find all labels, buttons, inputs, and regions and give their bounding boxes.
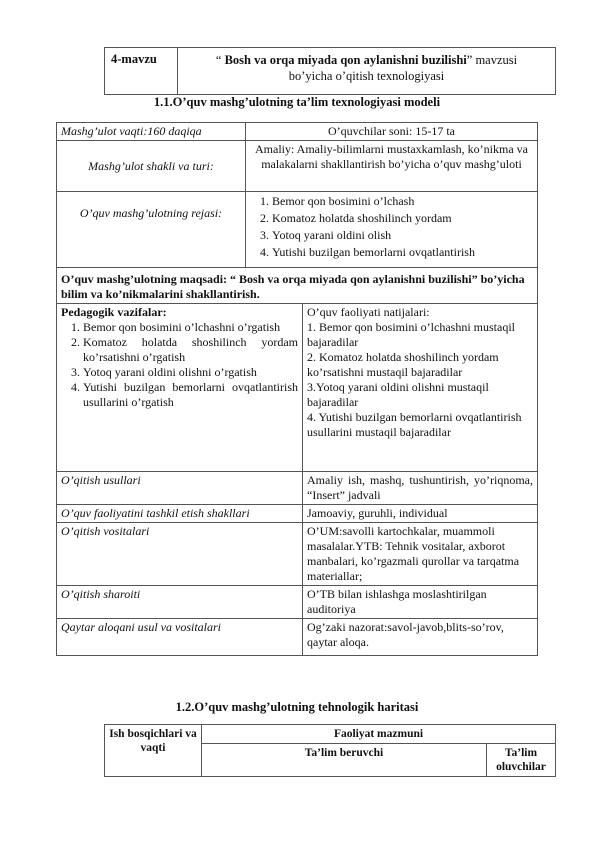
topic-number: 4-mavzu	[105, 48, 178, 95]
result-item: 1. Bemor qon bosimini o’lchashni mustaqil bajaradilar	[307, 320, 515, 349]
result-item: 4. Yutishi buzilgan bemorlarni ovqatlantirish usullarini mustaqil bajaradilar	[307, 410, 522, 439]
goal-cell	[57, 268, 538, 304]
tasks-list	[61, 320, 298, 410]
task-item: 3. Yotoq yarani oldini olishni o’rgatish	[83, 365, 298, 380]
goal-prefix: O’quv mashg’ulotning maqsadi: “	[61, 272, 240, 286]
topic-title-quote: “	[215, 53, 225, 67]
time-cell: Mashg’ulot vaqti:160 daqiqa	[57, 123, 246, 141]
tasks-heading: Pedagogik vazifalar:	[61, 305, 167, 319]
topic-table	[104, 47, 556, 95]
map-table	[104, 724, 556, 777]
task-item: 4. Yutishi buzilgan bemorlarni ovqatlantirish usullarini o’rgatish	[83, 380, 298, 410]
tools-value: O’UM:savolli kartochkalar, muammoli masalalar.YTB: Tehnik vositalar, axborot manbalari, ko’rgazmali qurollar va tarqatma materiallar;	[303, 523, 538, 586]
plan-label: O’quv mashg’ulotning rejasi:	[57, 192, 246, 268]
result-item: 2. Komatoz holatda shoshilinch yordam ko’rsatishni mustaqil bajaradilar	[307, 350, 499, 379]
form-value: Amaliy: Amaliy-bilimlarni mustaxkamlash, ko’nikma va malakalarni shakllantirish bo’yicha o’quv mashg’uloti	[246, 141, 538, 192]
result-item: 3.Yotoq yarani oldini olishni mustaqil bajaradilar	[307, 380, 489, 409]
topic-title-line2: bo’yicha o’qitish texnologiyasi	[288, 69, 445, 83]
students-cell: O’quvchilar soni: 15-17 ta	[246, 123, 538, 141]
results-heading: O’quv faoliyati natijalari:	[307, 305, 430, 319]
map-heading: 1.2.O’quv mashg’ulotning tehnologik haritasi	[175, 700, 419, 714]
feedback-label: Qaytar aloqani usul va vositalari	[57, 619, 303, 656]
tasks-cell	[57, 304, 303, 472]
tools-label: O’qitish vositalari	[57, 523, 303, 586]
plan-item: 3. Yotoq yarani oldini olish	[272, 227, 533, 244]
conditions-label: O’qitish sharoiti	[57, 586, 303, 619]
feedback-value: Og’zaki nazorat:savol-javob,blits-so’rov, qaytar aloqa.	[303, 619, 538, 656]
form-label: Mashg’ulot shakli va turi:	[57, 141, 246, 192]
topic-title	[178, 48, 556, 95]
task-item: 1. Bemor qon bosimini o’lchashni o’rgatish	[83, 320, 298, 335]
plan-item: 1. Bemor qon bosimini o’lchash	[272, 193, 533, 210]
methods-label: O’qitish usullari	[57, 472, 303, 505]
learners-header: Ta’lim oluvchilar	[487, 744, 556, 777]
goal-text: Bosh va orqa miyada qon aylanishni buzilishi” bo’yicha bilim va ko’nikmalarini shakllantirish.	[61, 272, 525, 301]
model-table	[56, 122, 538, 656]
plan-item: 4. Yutishi buzilgan bemorlarni ovqatlantirish	[272, 244, 533, 261]
methods-value: Amaliy ish, mashq, tushuntirish, yo’riqnoma, “Insert” jadvali	[303, 472, 538, 505]
conditions-value: O’TB bilan ishlashga moslashtirilgan auditoriya	[303, 586, 538, 619]
model-heading: 1.1.O’quv mashg’ulotning ta’lim texnologiyasi modeli	[153, 95, 441, 109]
plan-item: 2. Komatoz holatda shoshilinch yordam	[272, 210, 533, 227]
forms-label: O’quv faoliyatini tashkil etish shakllari	[57, 505, 303, 523]
topic-title-bold: Bosh va orqa miyada qon aylanishni buzilishi	[224, 53, 467, 67]
plan-list	[250, 193, 533, 261]
stages-header: Ish bosqichlari va vaqti	[105, 725, 202, 777]
results-cell	[303, 304, 538, 472]
task-item: 2. Komatoz holatda shoshilinch yordam ko’rsatishni o’rgatish	[83, 335, 298, 365]
topic-title-rest: ” mavzusi	[466, 53, 518, 67]
teacher-header: Ta’lim beruvchi	[202, 744, 487, 777]
content-header: Faoliyat mazmuni	[202, 725, 556, 744]
forms-value: Jamoaviy, guruhli, individual	[303, 505, 538, 523]
plan-cell	[246, 192, 538, 268]
